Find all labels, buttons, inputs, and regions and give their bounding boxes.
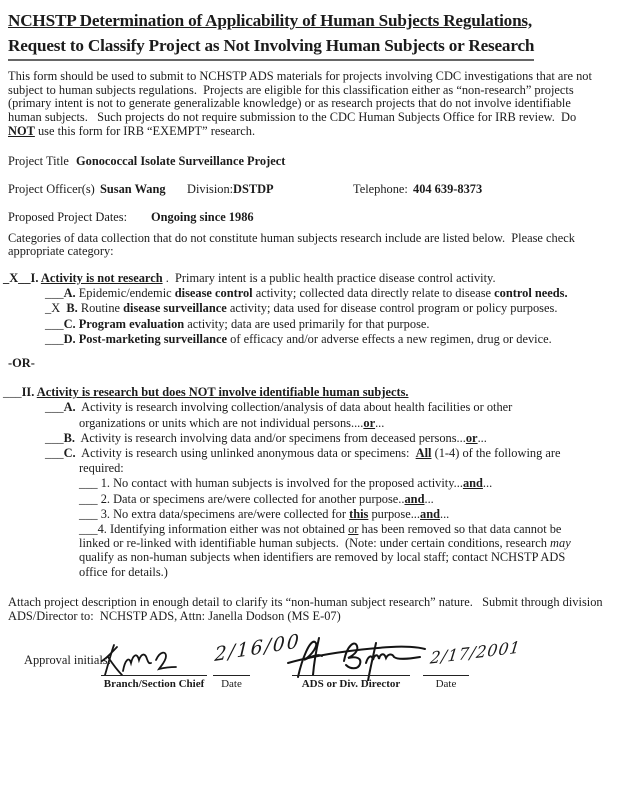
requirement-4-cont: office for details.) bbox=[79, 564, 168, 579]
project-dates-value: Ongoing since 1986 bbox=[151, 209, 254, 224]
ads-director-date-handwritten: 2/17/2001 bbox=[429, 637, 522, 668]
project-dates-label: Proposed Project Dates: bbox=[8, 209, 128, 224]
or-separator: -OR- bbox=[8, 355, 35, 370]
section-2-item-c-cont: required: bbox=[79, 461, 124, 476]
project-dates-row bbox=[0, 210, 617, 223]
telephone-label: Telephone: bbox=[353, 181, 408, 196]
project-officer-value: Susan Wang bbox=[100, 181, 166, 196]
section-2-research-no-subjects bbox=[0, 385, 617, 579]
date-2-line bbox=[423, 675, 469, 676]
section-2-item-a: ___A. Activity is research involving collection/analysis of data about health facilities or other bbox=[45, 400, 513, 415]
form-title-line-1: NCHSTP Determination of Applicability of Human Subjects Regulations, bbox=[8, 11, 533, 30]
intro-line: subject to human subjects regulations. Projects are eligible for this classification either as “non-research” projects bbox=[8, 82, 574, 97]
requirement-4: ___4. Identifying information either was not obtained or has been removed so that data cannot be bbox=[79, 521, 562, 536]
category-item-c: ___C. Program evaluation activity; data are used primarily for that purpose. bbox=[45, 316, 430, 331]
form-title bbox=[0, 0, 617, 61]
categories-intro: Categories of data collection that do not constitute human subjects research include are listed below. Please check appropriate category: bbox=[8, 230, 575, 259]
requirement-1: ___ 1. No contact with human subjects is involved for the proposed activity...and... bbox=[79, 476, 493, 491]
branch-chief-signature-line bbox=[101, 675, 207, 676]
date-1-label: Date bbox=[221, 677, 242, 690]
division-label: Division: bbox=[187, 181, 234, 196]
section-1-not-research bbox=[0, 271, 617, 347]
category-item-d: ___D. Post-marketing surveillance of efficacy and/or adverse effects a new regimen, drug or device. bbox=[45, 331, 552, 346]
category-item-a: ___A. Epidemic/endemic disease control activity; collected data directly relate to disease control needs. bbox=[45, 286, 568, 301]
intro-line: human subjects. Such projects do not require submission to the CDC Human Subjects Office for IRB review. Do bbox=[8, 110, 577, 125]
project-officer-row bbox=[0, 182, 617, 195]
branch-chief-date-handwritten: 2/16/00 bbox=[213, 629, 302, 666]
project-officer-label: Project Officer(s) bbox=[8, 181, 95, 196]
requirement-2: ___ 2. Data or specimens are/were collected for another purpose..and... bbox=[79, 491, 434, 506]
requirement-3: ___ 3. No extra data/specimens are/were collected for this purpose...and... bbox=[79, 506, 450, 521]
intro-line: NOT use this form for IRB “EXEMPT” research. bbox=[8, 123, 256, 138]
project-title-label: Project Title bbox=[8, 153, 69, 168]
project-title-row bbox=[0, 154, 617, 167]
intro-paragraph bbox=[0, 70, 617, 139]
form-title-line-2: Request to Classify Project as Not Involving Human Subjects or Research bbox=[8, 33, 611, 61]
intro-line: (primary intent is not to generate generalizable knowledge) or as research projects that do not involve identifiable bbox=[8, 96, 571, 111]
division-value: DSTDP bbox=[233, 181, 274, 196]
ads-director-label: ADS or Div. Director bbox=[301, 677, 401, 690]
requirement-4-cont: qualify as non-human subjects when identifiers are removed by local staff; contact NCHSTP ADS bbox=[79, 550, 566, 565]
telephone-value: 404 639-8373 bbox=[413, 181, 483, 196]
branch-chief-initials-signature bbox=[98, 643, 188, 677]
date-1-line bbox=[213, 675, 250, 676]
requirement-4-cont: linked or re-linked with identifiable human subjects. (Note: under certain conditions, research may bbox=[79, 536, 571, 551]
ads-director-signature bbox=[286, 633, 428, 681]
attach-instructions: Attach project description in enough detail to clarify its “non-human subject research” nature. Submit through division ADS/Director to: NCHSTP ADS, Attn: Janella Dodson (MS E-07) bbox=[8, 594, 603, 623]
approval-initials-label: Approval initials: bbox=[24, 652, 112, 667]
section-1-heading: _X__I. Activity is not research . Primary intent is a public health practice disease control activity. bbox=[3, 270, 496, 285]
section-2-item-c: ___C. Activity is research using unlinked anonymous data or specimens: All (1-4) of the following are bbox=[45, 445, 561, 460]
date-2-label: Date bbox=[435, 677, 457, 690]
category-item-b-checked: _X B. Routine disease surveillance activity; data used for disease control program or policy purposes. bbox=[45, 301, 558, 316]
section-2-item-a-cont: organizations or units which are not individual persons....or... bbox=[79, 415, 385, 430]
branch-chief-label: Branch/Section Chief bbox=[103, 677, 205, 690]
ads-director-signature-line bbox=[292, 675, 410, 676]
project-title-value: Gonococcal Isolate Surveillance Project bbox=[76, 153, 286, 168]
section-2-item-b: ___B. Activity is research involving data and/or specimens from deceased persons...or... bbox=[45, 430, 487, 445]
approval-signature-row bbox=[0, 629, 617, 723]
section-2-heading: ___II. Activity is research but does NOT involve identifiable human subjects. bbox=[3, 385, 409, 400]
intro-line: This form should be used to submit to NCHSTP ADS materials for projects involving CDC investigations that are not bbox=[8, 69, 592, 83]
